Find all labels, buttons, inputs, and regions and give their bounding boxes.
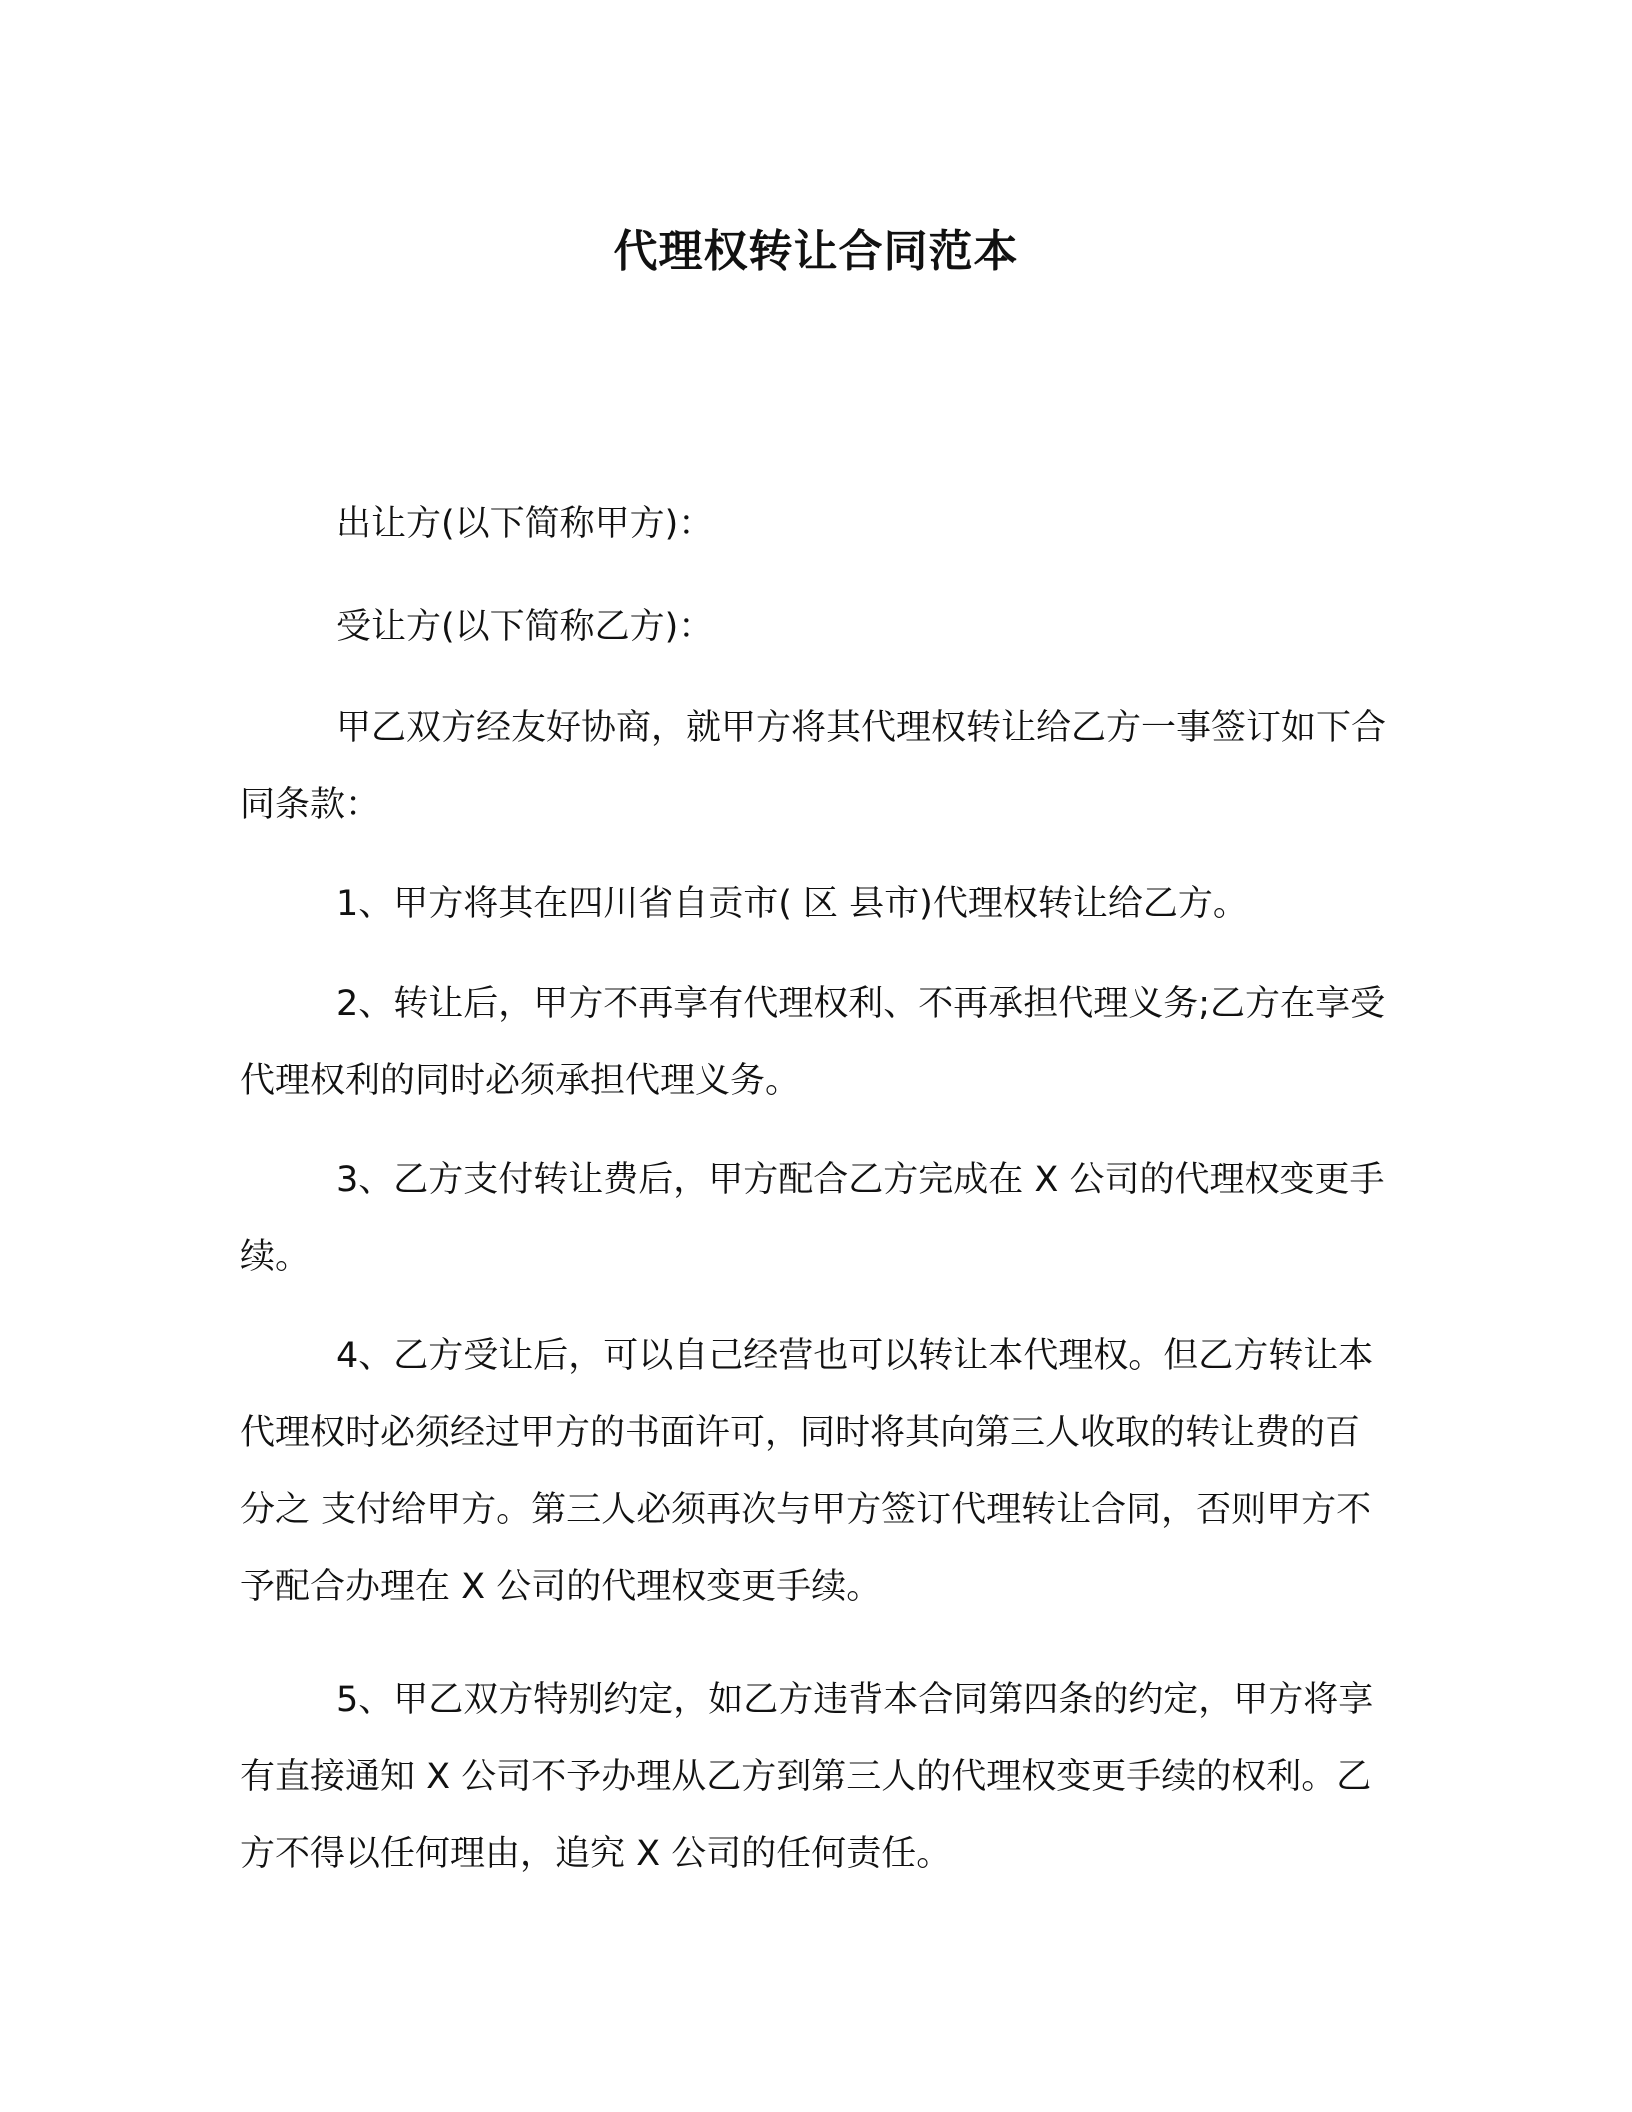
clause-1: 1、甲方将其在四川省自贡市( 区 县市)代理权转让给乙方。	[336, 884, 1248, 924]
preamble-paragraph: 甲乙双方经友好协商，就甲方将其代理权转让给乙方一事签订如下合同条款：	[240, 708, 1387, 825]
clause-2: 2、转让后，甲方不再享有代理权利、不再承担代理义务;乙方在享受代理权利的同时必须承担代理义务。	[240, 984, 1386, 1101]
clause-4: 4、乙方受让后，可以自己经营也可以转让本代理权。但乙方转让本代理权时必须经过甲方的书面许可，同时将其向第三人收取的转让费的百分之 支付给甲方。第三人必须再次与甲方签订代理转让合同，否则甲方不予配合办理在 X 公司的代理权变更手续。	[240, 1336, 1374, 1607]
clause-3: 3、乙方支付转让费后，甲方配合乙方完成在 X 公司的代理权变更手续。	[240, 1160, 1385, 1277]
transferor-line: 出让方(以下简称甲方)：	[336, 504, 714, 544]
document-title: 代理权转让合同范本	[613, 226, 1019, 277]
clause-5: 5、甲乙双方特别约定，如乙方违背本合同第四条的约定，甲方将享有直接通知 X 公司不予办理从乙方到第三人的代理权变更手续的权利。乙方不得以任何理由，追究 X 公司的任何责任。	[240, 1680, 1374, 1874]
transferee-line: 受让方(以下简称乙方)：	[336, 607, 714, 647]
